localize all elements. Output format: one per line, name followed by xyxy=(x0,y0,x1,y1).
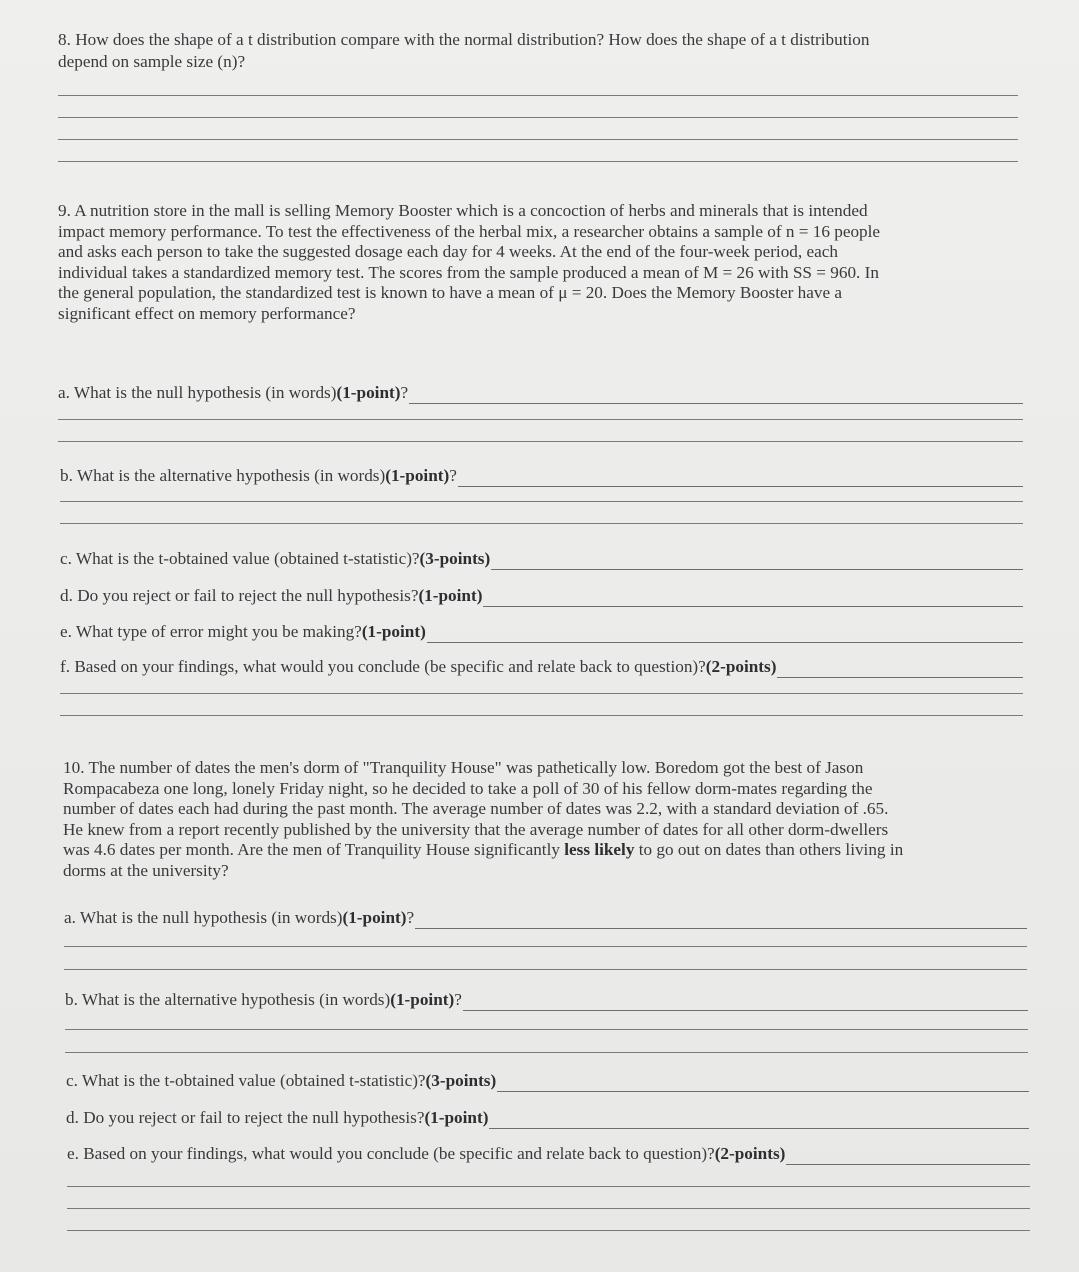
q9f-question xyxy=(60,656,1023,678)
q9e-question xyxy=(60,621,1023,643)
q9b-answer-line[interactable] xyxy=(60,501,1023,502)
q9-line: the general population, the standardized test is known to have a mean of μ = 20. Does the Memory Booster have a xyxy=(58,283,843,303)
q10b-answer-blank[interactable] xyxy=(463,994,1028,1011)
q9f-text: f. Based on your findings, what would you conclude (be specific and relate back to question)? xyxy=(60,657,706,676)
q10e-points: (2-points) xyxy=(714,1144,786,1163)
q9a-text: a. What is the null hypothesis (in words) xyxy=(58,383,337,402)
q10b-points: (1-point) xyxy=(390,990,455,1009)
q9-line: 9. A nutrition store in the mall is selling Memory Booster which is a concoction of herbs and minerals that is intended xyxy=(58,201,868,220)
q10d-text: d. Do you reject or fail to reject the null hypothesis? xyxy=(66,1108,425,1127)
q8-line-2: depend on sample size (n)? xyxy=(58,52,246,71)
q9a-answer-line[interactable] xyxy=(58,441,1023,442)
q10b-end: ? xyxy=(454,990,462,1009)
q9f-answer-blank[interactable] xyxy=(777,661,1023,678)
q10-line: dorms at the university? xyxy=(63,860,229,880)
q9a-points: (1-point) xyxy=(336,383,401,402)
q9b-text: b. What is the alternative hypothesis (in words) xyxy=(60,466,386,485)
q10-line: number of dates each had during the past month. The average number of dates was 2.2, with a standard deviation of .65. xyxy=(63,799,889,819)
q8-answer-line[interactable] xyxy=(58,139,1018,140)
q8-prompt xyxy=(58,29,1018,73)
q10a-answer-line[interactable] xyxy=(64,969,1027,970)
q10c-text: c. What is the t-obtained value (obtained t-statistic)? xyxy=(66,1071,426,1090)
q9f-points: (2-points) xyxy=(705,657,777,676)
q9e-text: e. What type of error might you be making? xyxy=(60,622,362,641)
q9d-text: d. Do you reject or fail to reject the null hypothesis? xyxy=(60,586,419,605)
q10b-answer-line[interactable] xyxy=(65,1052,1028,1053)
q10-line-5-start: was 4.6 dates per month. Are the men of Tranquility House significantly xyxy=(63,840,565,860)
q10-line: Rompacabeza one long, lonely Friday night, so he decided to take a poll of 30 of his fellow dorm-mates regarding the xyxy=(63,778,873,798)
q9f-answer-line[interactable] xyxy=(60,693,1023,694)
q9b-points: (1-point) xyxy=(385,466,450,485)
q8-answer-line[interactable] xyxy=(58,117,1018,118)
q10a-end: ? xyxy=(406,908,415,927)
q10c-points: (3-points) xyxy=(425,1071,497,1090)
q9b-end: ? xyxy=(449,466,457,485)
q10b-text: b. What is the alternative hypothesis (in words) xyxy=(65,990,391,1009)
q10-prompt xyxy=(63,758,1028,882)
q9e-answer-blank[interactable] xyxy=(427,626,1023,643)
q9f-answer-line[interactable] xyxy=(60,715,1023,716)
q9b-answer-line[interactable] xyxy=(60,523,1023,524)
q10c-answer-blank[interactable] xyxy=(497,1075,1029,1092)
q10b-question xyxy=(65,989,1028,1011)
q8-line-1: 8. How does the shape of a t distribution compare with the normal distribution? How does the shape of a t distribution xyxy=(58,30,870,49)
q10e-answer-line[interactable] xyxy=(67,1230,1030,1231)
q9-line: and asks each person to take the suggested dosage each day for 4 weeks. At the end of the four-week period, each xyxy=(58,242,838,262)
q9c-question xyxy=(60,548,1023,570)
q10d-question xyxy=(66,1107,1029,1129)
q9d-answer-blank[interactable] xyxy=(483,590,1023,607)
q9d-points: (1-point) xyxy=(418,586,483,605)
q9c-text: c. What is the t-obtained value (obtained t-statistic)? xyxy=(60,549,420,568)
q9-prompt xyxy=(58,201,1018,325)
q10-line-5 xyxy=(63,840,1028,861)
q8-answer-line[interactable] xyxy=(58,95,1018,96)
q10d-points: (1-point) xyxy=(424,1108,489,1127)
q9c-points: (3-points) xyxy=(419,549,491,568)
q10e-question xyxy=(67,1143,1030,1165)
q10-line: 10. The number of dates the men's dorm of "Tranquility House" was pathetically low. Boredom got the best of Jason xyxy=(63,758,864,777)
q10d-answer-blank[interactable] xyxy=(489,1112,1029,1129)
q10e-answer-line[interactable] xyxy=(67,1208,1030,1209)
q9-line: impact memory performance. To test the effectiveness of the herbal mix, a researcher obtains a sample of n = 16 people xyxy=(58,221,881,241)
q9b-answer-blank[interactable] xyxy=(458,470,1023,487)
q8-answer-line[interactable] xyxy=(58,161,1018,162)
q10a-points: (1-point) xyxy=(342,908,407,927)
q10e-text: e. Based on your findings, what would you conclude (be specific and relate back to question)? xyxy=(67,1144,715,1163)
q10e-answer-blank[interactable] xyxy=(786,1148,1030,1165)
q9a-answer-blank[interactable] xyxy=(409,387,1023,404)
q9a-question xyxy=(58,382,1023,404)
q10-emphasis: less likely xyxy=(564,840,635,860)
q10-line-5-end: to go out on dates than others living in xyxy=(634,840,904,860)
q10a-text: a. What is the null hypothesis (in words) xyxy=(64,908,343,927)
q9e-points: (1-point) xyxy=(361,622,426,641)
q10a-answer-line[interactable] xyxy=(64,946,1027,947)
q10b-answer-line[interactable] xyxy=(65,1029,1028,1030)
q9-line: significant effect on memory performance? xyxy=(58,303,356,323)
q9c-answer-blank[interactable] xyxy=(491,553,1023,570)
q10a-answer-blank[interactable] xyxy=(415,912,1027,929)
q10c-question xyxy=(66,1070,1029,1092)
q9-line: individual takes a standardized memory test. The scores from the sample produced a mean of M = 26 with SS = 960. In xyxy=(58,262,879,282)
q10-line: He knew from a report recently published by the university that the average number of dates for all other dorm-dwellers xyxy=(63,819,889,839)
q9b-question xyxy=(60,465,1023,487)
q10a-question xyxy=(64,907,1027,929)
q10e-answer-line[interactable] xyxy=(67,1186,1030,1187)
q9d-question xyxy=(60,585,1023,607)
q9a-answer-line[interactable] xyxy=(58,419,1023,420)
q9a-end: ? xyxy=(400,383,409,402)
